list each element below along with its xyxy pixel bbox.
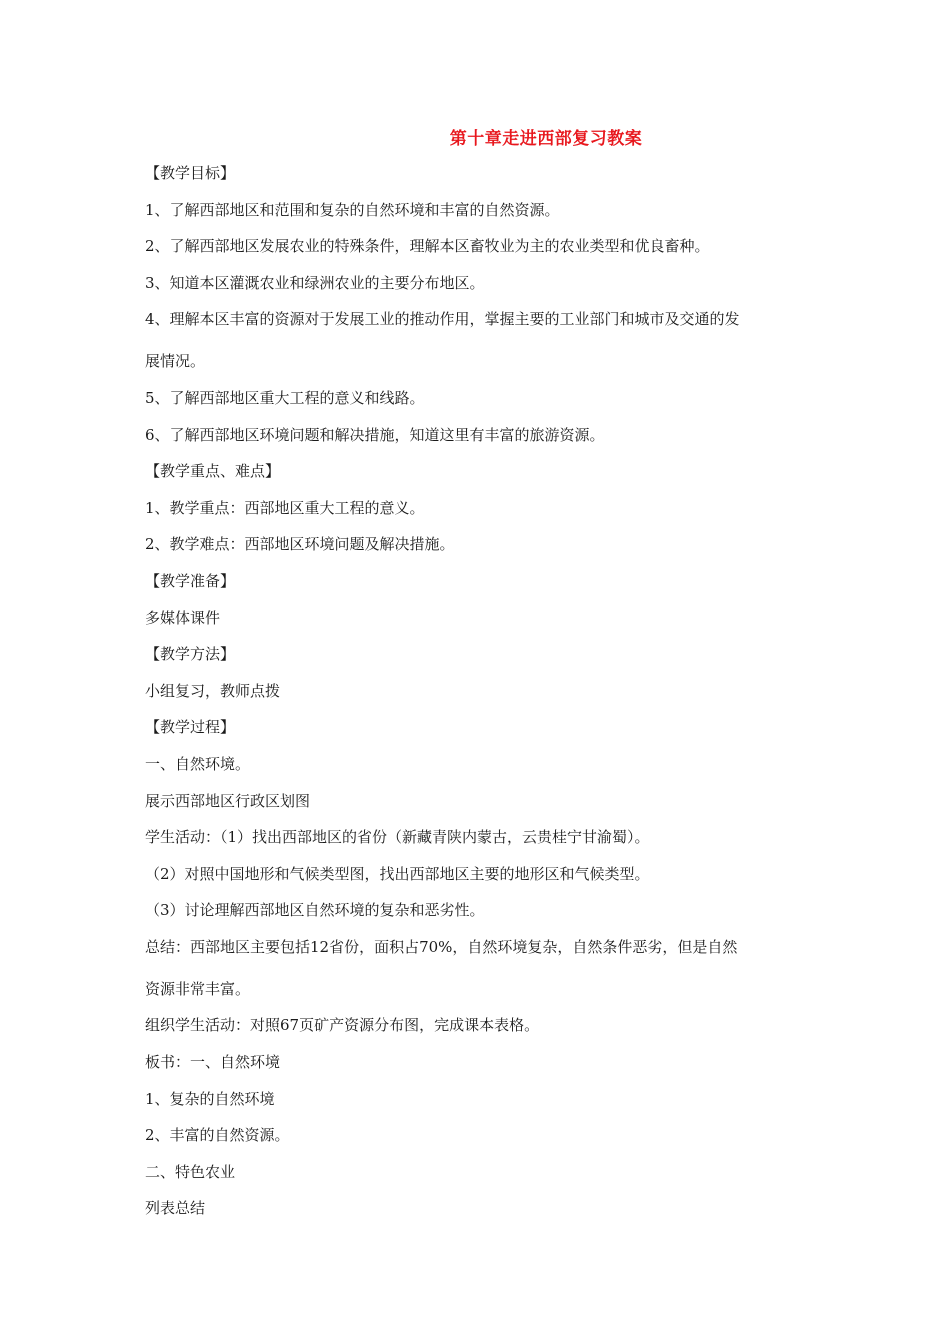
paragraph-line: 1、教学重点：西部地区重大工程的意义。 [145, 498, 425, 517]
paragraph-line: （2）对照中国地形和气候类型图，找出西部地区主要的地形区和气候类型。 [145, 864, 650, 883]
paragraph-line: 资源非常丰富。 [145, 979, 251, 998]
paragraph-line: 6、了解西部地区环境问题和解决措施，知道这里有丰富的旅游资源。 [145, 425, 605, 444]
paragraph-line: 2、丰富的自然资源。 [145, 1126, 290, 1145]
paragraph-line: 5、了解西部地区重大工程的意义和线路。 [145, 388, 425, 407]
paragraph-line: 2、了解西部地区发展农业的特殊条件，理解本区畜牧业为主的农业类型和优良畜种。 [145, 237, 710, 256]
paragraph-line: 3、知道本区灌溉农业和绿洲农业的主要分布地区。 [145, 273, 485, 292]
paragraph-line: 多媒体课件 [145, 608, 221, 627]
paragraph-line: 展情况。 [145, 352, 206, 371]
paragraph-line: 总结：西部地区主要包括12省份，面积占70%，自然环境复杂，自然条件恶劣，但是自然 [145, 937, 738, 956]
paragraph-line: 组织学生活动：对照67页矿产资源分布图，完成课本表格。 [145, 1016, 540, 1035]
paragraph-line: 学生活动：（1）找出西部地区的省份（新藏青陕内蒙古，云贵桂宁甘渝蜀）。 [145, 828, 650, 847]
document-body [145, 160, 815, 1232]
paragraph-line: 一、自然环境。 [145, 754, 251, 773]
paragraph-line: 1、了解西部地区和范围和复杂的自然环境和丰富的自然资源。 [145, 200, 560, 219]
paragraph-line: 列表总结 [145, 1199, 206, 1218]
paragraph-line: 展示西部地区行政区划图 [145, 791, 311, 810]
paragraph-line: 2、教学难点：西部地区环境问题及解决措施。 [145, 535, 455, 554]
section-heading-process: 【教学过程】 [145, 718, 236, 737]
document-title: 第十章走进西部复习教案 [449, 129, 643, 149]
section-heading-objectives: 【教学目标】 [145, 164, 236, 182]
paragraph-line: 二、特色农业 [145, 1162, 236, 1181]
paragraph-line: 4、理解本区丰富的资源对于发展工业的推动作用，掌握主要的工业部门和城市及交通的发 [145, 310, 740, 329]
section-heading-method: 【教学方法】 [145, 645, 236, 664]
section-heading-preparation: 【教学准备】 [145, 571, 236, 590]
paragraph-line: 小组复习，教师点拨 [145, 681, 281, 700]
paragraph-line: 板书：一、自然环境 [145, 1053, 281, 1072]
section-heading-key-points: 【教学重点、难点】 [145, 462, 281, 481]
paragraph-line: （3）讨论理解西部地区自然环境的复杂和恶劣性。 [145, 901, 485, 920]
paragraph-line: 1、复杂的自然环境 [145, 1089, 275, 1108]
